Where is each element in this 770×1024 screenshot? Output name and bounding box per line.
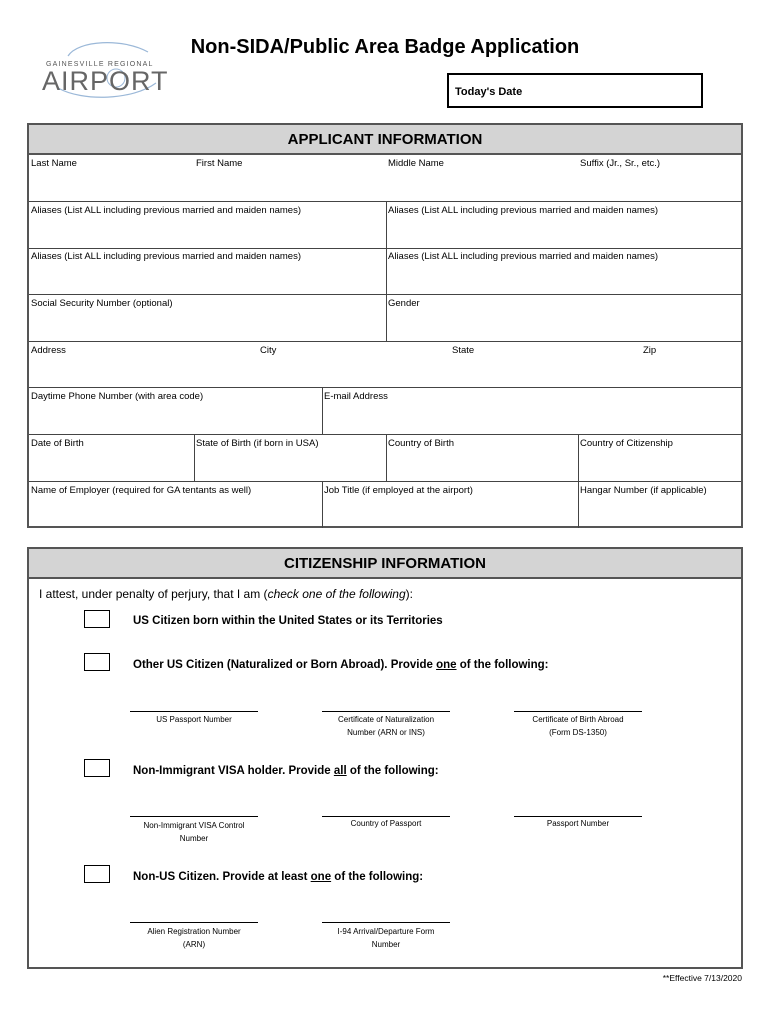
row-divider bbox=[29, 434, 741, 435]
applicant-section bbox=[27, 123, 743, 528]
col-divider bbox=[578, 481, 579, 528]
non-us-citizen-checkbox[interactable] bbox=[84, 865, 110, 883]
state-field[interactable]: State bbox=[452, 345, 475, 356]
us-passport-line[interactable] bbox=[130, 711, 258, 712]
attest-statement: I attest, under penalty of perjury, that I am (check one of the following): bbox=[39, 587, 413, 601]
row-divider bbox=[29, 294, 741, 295]
employer-field[interactable]: Name of Employer (required for GA tentants as well) bbox=[31, 485, 252, 496]
col-divider bbox=[194, 434, 195, 481]
aliases-field[interactable]: Aliases (List ALL including previous married and maiden names) bbox=[388, 251, 659, 262]
i94-form-caption: I-94 Arrival/Departure Form Number bbox=[337, 927, 435, 949]
row-divider bbox=[29, 248, 741, 249]
visa-holder-label: Non-Immigrant VISA holder. Provide all of the following: bbox=[133, 765, 439, 777]
email-field[interactable]: E-mail Address bbox=[324, 391, 388, 402]
gender-field[interactable]: Gender bbox=[388, 298, 420, 309]
col-divider bbox=[386, 201, 387, 341]
col-divider bbox=[386, 434, 387, 481]
col-divider bbox=[578, 434, 579, 481]
visa-control-line[interactable] bbox=[130, 816, 258, 817]
aliases-field[interactable]: Aliases (List ALL including previous married and maiden names) bbox=[388, 205, 659, 216]
country-of-citizenship-field[interactable]: Country of Citizenship bbox=[580, 438, 673, 449]
todays-date-field[interactable] bbox=[447, 73, 703, 108]
other-us-citizen-checkbox[interactable] bbox=[84, 653, 110, 671]
citizenship-section bbox=[27, 547, 743, 969]
effective-date: **Effective 7/13/2020 bbox=[662, 973, 742, 983]
cert-naturalization-line[interactable] bbox=[322, 711, 450, 712]
cert-birth-abroad-line[interactable] bbox=[514, 711, 642, 712]
row-divider bbox=[29, 387, 741, 388]
country-passport-caption: Country of Passport bbox=[350, 819, 422, 828]
visa-holder-checkbox[interactable] bbox=[84, 759, 110, 777]
last-name-field[interactable]: Last Name bbox=[31, 158, 77, 169]
aliases-field[interactable]: Aliases (List ALL including previous married and maiden names) bbox=[31, 251, 302, 262]
city-field[interactable]: City bbox=[260, 345, 277, 356]
job-title-field[interactable]: Job Title (if employed at the airport) bbox=[324, 485, 473, 496]
alien-registration-line[interactable] bbox=[130, 922, 258, 923]
applicant-heading: APPLICANT INFORMATION bbox=[29, 125, 741, 155]
citizenship-heading: CITIZENSHIP INFORMATION bbox=[29, 549, 741, 579]
visa-control-caption: Non-Immigrant VISA Control Number bbox=[143, 821, 245, 843]
cert-birth-abroad-caption: Certificate of Birth Abroad (Form DS-1350) bbox=[532, 715, 624, 737]
phone-field[interactable]: Daytime Phone Number (with area code) bbox=[31, 391, 204, 402]
cert-naturalization-caption: Certificate of Naturalization Number (ARN or INS) bbox=[337, 715, 435, 737]
alien-registration-caption: Alien Registration Number (ARN) bbox=[147, 927, 241, 949]
todays-date-label: Today's Date bbox=[455, 86, 523, 98]
passport-number-caption: Passport Number bbox=[546, 819, 610, 828]
country-of-birth-field[interactable]: Country of Birth bbox=[388, 438, 454, 449]
address-field[interactable]: Address bbox=[31, 345, 66, 356]
ssn-field[interactable]: Social Security Number (optional) bbox=[31, 298, 173, 309]
state-of-birth-field[interactable]: State of Birth (if born in USA) bbox=[196, 438, 319, 449]
middle-name-field[interactable]: Middle Name bbox=[388, 158, 444, 169]
zip-field[interactable]: Zip bbox=[643, 345, 657, 356]
logo-main-text: AIRPORT bbox=[42, 66, 169, 96]
page-title: Non-SIDA/Public Area Badge Application bbox=[190, 36, 580, 58]
row-divider bbox=[29, 481, 741, 482]
us-citizen-born-checkbox[interactable] bbox=[84, 610, 110, 628]
i94-form-line[interactable] bbox=[322, 922, 450, 923]
us-citizen-born-label: US Citizen born within the United States or its Territories bbox=[133, 615, 443, 627]
non-us-citizen-label: Non-US Citizen. Provide at least one of the following: bbox=[133, 871, 424, 883]
other-us-citizen-label: Other US Citizen (Naturalized or Born Abroad). Provide one of the following: bbox=[133, 659, 549, 671]
us-passport-caption: US Passport Number bbox=[156, 715, 232, 724]
logo-top-text: GAINESVILLE REGIONAL bbox=[46, 61, 154, 68]
suffix-field[interactable]: Suffix (Jr., Sr., etc.) bbox=[580, 158, 661, 169]
row-divider bbox=[29, 341, 741, 342]
first-name-field[interactable]: First Name bbox=[196, 158, 243, 169]
row-divider bbox=[29, 201, 741, 202]
hangar-number-field[interactable]: Hangar Number (if applicable) bbox=[580, 485, 707, 496]
col-divider bbox=[322, 387, 323, 434]
aliases-field[interactable]: Aliases (List ALL including previous married and maiden names) bbox=[31, 205, 302, 216]
dob-field[interactable]: Date of Birth bbox=[31, 438, 84, 449]
col-divider bbox=[322, 481, 323, 528]
